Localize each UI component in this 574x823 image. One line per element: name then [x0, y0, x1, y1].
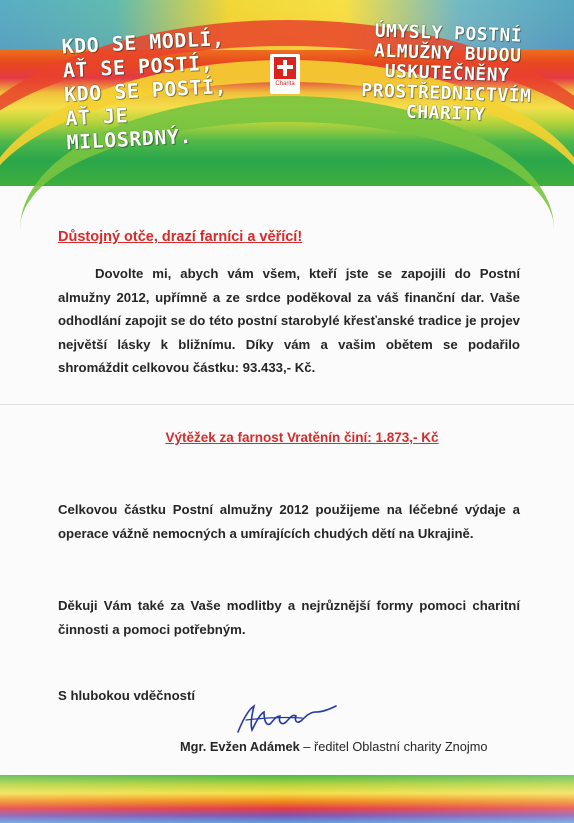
parish-total-text: Výtěžek za farnost Vratěnín činí: 1.873,- Kč	[165, 430, 439, 445]
slogan-right-line: ALMUŽNY BUDOU	[373, 40, 522, 67]
slogan-right-line: ÚMYSLY POSTNÍ	[374, 20, 523, 47]
slogan-right-line: CHARITY	[405, 101, 486, 126]
logo-label: Charita	[275, 81, 295, 87]
signer-name: Mgr. Evžen Adámek	[180, 739, 300, 754]
signer-line	[180, 739, 488, 754]
charita-cross-icon	[274, 57, 296, 79]
slogan-left-line: KDO SE POSTÍ,	[63, 73, 228, 107]
footer-band-shade	[0, 775, 574, 823]
slogan-left-line: AŤ JE MILOSRDNÝ.	[64, 103, 193, 155]
paper-fold-line	[0, 404, 574, 405]
charita-logo	[270, 54, 300, 94]
slogan-left-line: AŤ SE POSTÍ,	[62, 50, 214, 83]
paragraph-gratitude: Děkuji Vám také za Vaše modlitby a nejrůznější formy pomoci charitní činnosti a pomoci potřebným.	[58, 598, 520, 637]
paragraph-thanks: Dovolte mi, abych vám všem, kteří jste se zapojili do Postní almužny 2012, upřímně a ze srdce poděkoval za váš finanční dar. Vaše odhodlání zapojit se do této postní starobylé křesťanské tradice je projev největší lásky k bližnímu. Díky vám a vašim obětem se podařilo shromáždit celkovou částku: 93.433,- Kč.	[58, 266, 520, 375]
handwritten-signature	[232, 700, 352, 738]
slogan-right-line: USKUTEČNĚNY	[384, 60, 510, 87]
signer-title: – ředitel Oblastní charity Znojmo	[299, 739, 488, 754]
greeting: Důstojný otče, drazí farníci a věřící!	[58, 229, 303, 245]
slogan-left	[61, 26, 237, 155]
rainbow-footer-band	[0, 775, 574, 823]
rainbow-header-band	[0, 0, 574, 186]
slogan-right	[360, 21, 533, 127]
slogan-left-line: KDO SE MODLÍ,	[60, 25, 226, 59]
slogan-right-line: PROSTŘEDNICTVÍM	[361, 80, 532, 107]
closing: S hlubokou vděčností	[58, 688, 196, 703]
parish-total	[0, 430, 574, 445]
paragraph-usage: Celkovou částku Postní almužny 2012 použijeme na léčebné výdaje a operace vážně nemocných a umírajících chudých dětí na Ukrajině.	[58, 502, 520, 541]
